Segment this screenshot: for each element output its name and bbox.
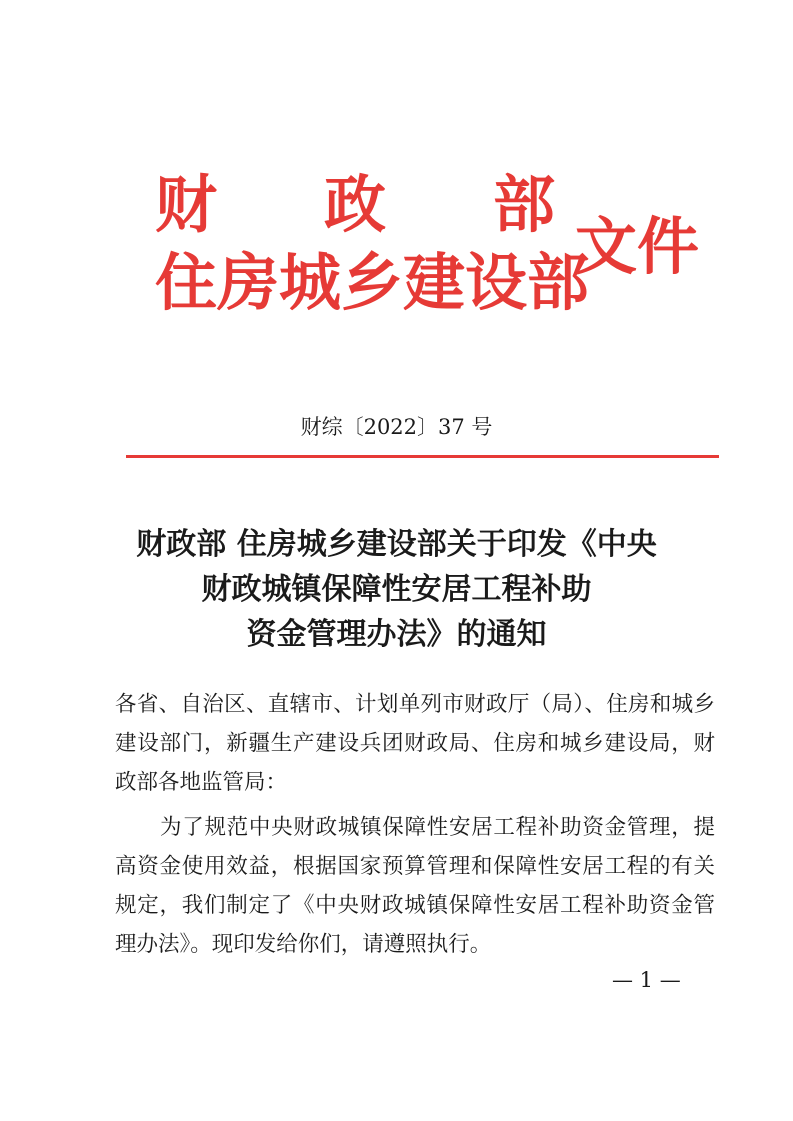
document-title-line-3: 资金管理办法》的通知 bbox=[246, 617, 547, 652]
document-title-line-1: 财政部 住房城乡建设部关于印发《中央 bbox=[136, 527, 657, 562]
issuer-header-line-1 bbox=[155, 170, 555, 240]
issuer-header-line-2: 住房城乡建设部 bbox=[155, 246, 590, 319]
header-char: 部 bbox=[492, 168, 555, 241]
header-divider bbox=[126, 455, 719, 458]
body-paragraph: 为了规范中央财政城镇保障性安居工程补助资金管理，提高资金使用效益，根据国家预算管理和保障性安居工程的有关规定，我们制定了《中央财政城镇保障性安居工程补助资金管理办法》。现印发给你们，请遵照执行。 bbox=[115, 815, 715, 957]
header-char: 政 bbox=[323, 168, 386, 241]
document-title-line-2: 财政城镇保障性安居工程补助 bbox=[201, 572, 592, 607]
page-number: — 1 — bbox=[612, 968, 681, 992]
issuer-header-suffix: 文件 bbox=[575, 210, 700, 283]
document-number: 财综〔2022〕37 号 bbox=[300, 415, 493, 439]
header-char: 财 bbox=[155, 168, 218, 241]
addressee-paragraph: 各省、自治区、直辖市、计划单列市财政厅（局）、住房和城乡建设部门，新疆生产建设兵团财政局、住房和城乡建设局，财政部各地监管局： bbox=[115, 692, 715, 795]
